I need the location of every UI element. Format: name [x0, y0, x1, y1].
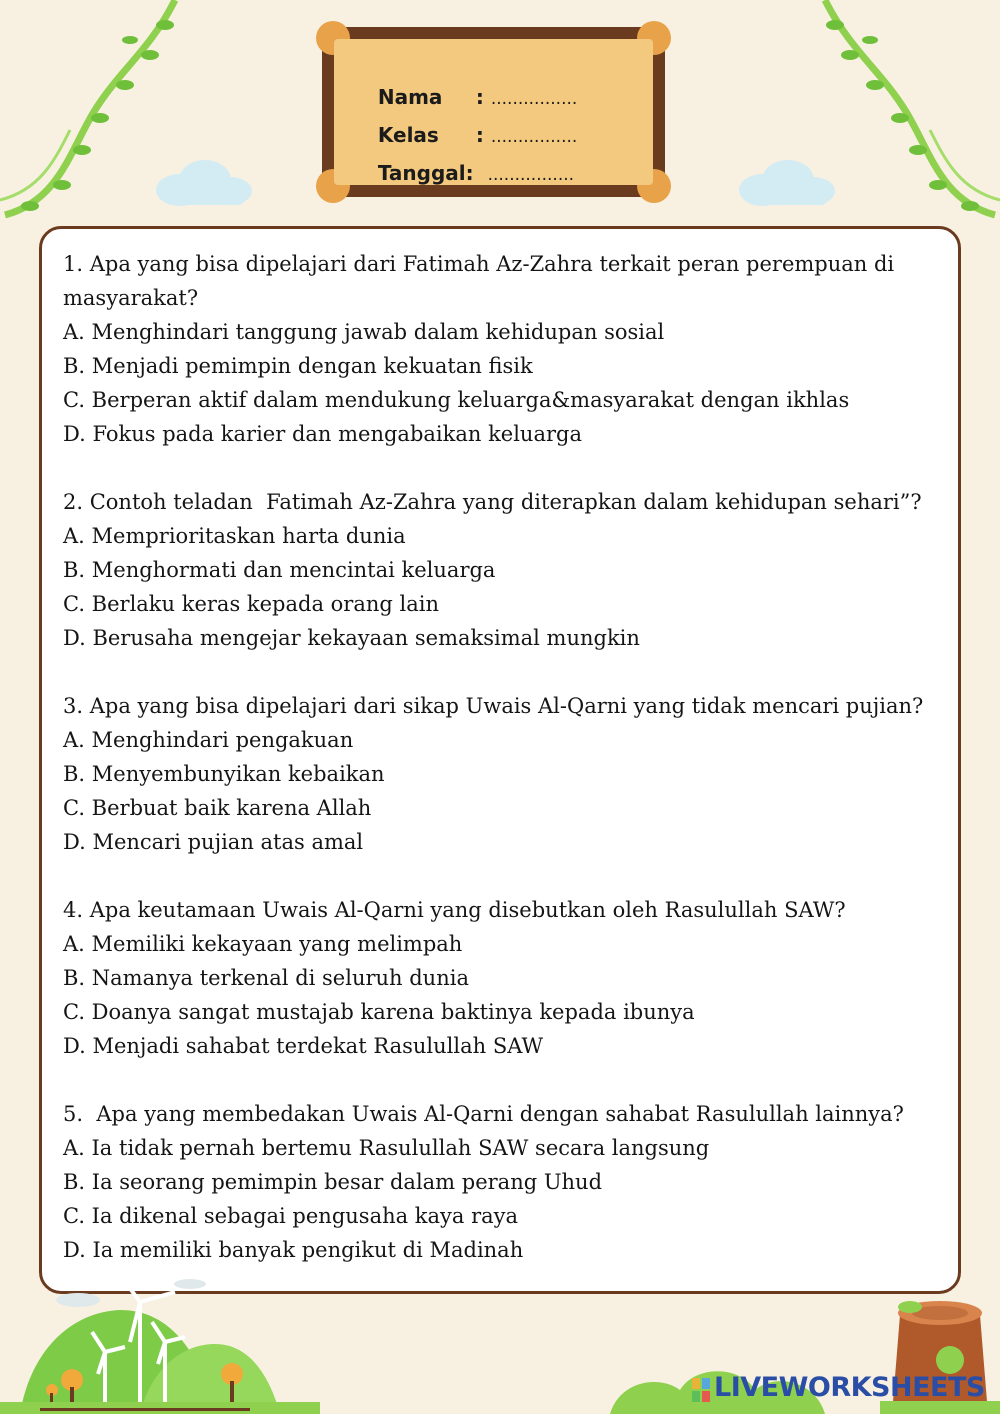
class-separator: : [475, 123, 484, 147]
answer-option[interactable]: A. Menghindari tanggung jawab dalam kehidupan sosial [63, 320, 665, 344]
answer-option[interactable]: A. Memiliki kekayaan yang melimpah [63, 932, 463, 956]
cloud-right-icon [733, 155, 838, 210]
answer-option[interactable]: D. Ia memiliki banyak pengikut di Madinah [63, 1238, 524, 1262]
question-stem: 1. Apa yang bisa dipelajari dari Fatimah Az-Zahra terkait peran perempuan di [63, 252, 895, 276]
answer-option[interactable]: B. Menghormati dan mencintai keluarga [63, 558, 496, 582]
class-label: Kelas [377, 123, 439, 147]
date-field[interactable] [350, 137, 574, 209]
answer-option[interactable]: D. Mencari pujian atas amal [63, 830, 364, 854]
question-1 [63, 247, 943, 451]
question-3 [63, 689, 943, 859]
liveworksheets-logo-icon [692, 1378, 710, 1402]
answer-option[interactable]: D. Menjadi sahabat terdekat Rasulullah SAW [63, 1034, 544, 1058]
answer-option[interactable]: C. Berbuat baik karena Allah [63, 796, 372, 820]
answer-option[interactable]: B. Namanya terkenal di seluruh dunia [63, 966, 469, 990]
answer-option[interactable]: C. Berlaku keras kepada orang lain [63, 592, 439, 616]
name-label: Nama [377, 85, 443, 109]
answer-option[interactable]: C. Doanya sangat mustajab karena baktinya kepada ibunya [63, 1000, 695, 1024]
answer-option[interactable]: A. Menghindari pengakuan [63, 728, 354, 752]
question-panel [39, 226, 961, 1294]
question-stem: 2. Contoh teladan Fatimah Az-Zahra yang diterapkan dalam kehidupan sehari”? [63, 490, 922, 514]
liveworksheets-watermark: LIVEWORKSHEETS [714, 1372, 985, 1403]
question-stem: 3. Apa yang bisa dipelajari dari sikap Uwais Al-Qarni yang tidak mencari pujian? [63, 694, 924, 718]
question-5 [63, 1097, 943, 1267]
answer-option[interactable]: B. Ia seorang pemimpin besar dalam perang Uhud [63, 1170, 603, 1194]
answer-option[interactable]: C. Berperan aktif dalam mendukung keluarga&masyarakat dengan ikhlas [63, 388, 850, 412]
answer-option[interactable]: A. Memprioritaskan harta dunia [63, 524, 406, 548]
answer-option[interactable]: D. Fokus pada karier dan mengabaikan keluarga [63, 422, 582, 446]
hill-windmill-illustration [0, 1262, 320, 1414]
date-value[interactable]: ................ [487, 165, 575, 185]
answer-option[interactable]: B. Menjadi pemimpin dengan kekuatan fisik [63, 354, 533, 378]
student-info-board [322, 27, 665, 197]
question-stem: 4. Apa keutamaan Uwais Al-Qarni yang disebutkan oleh Rasulullah SAW? [63, 898, 846, 922]
answer-option[interactable]: B. Menyembunyikan kebaikan [63, 762, 385, 786]
answer-option[interactable]: D. Berusaha mengejar kekayaan semaksimal mungkin [63, 626, 640, 650]
name-separator: : [475, 85, 484, 109]
date-label: Tanggal: [377, 161, 474, 185]
answer-option[interactable]: A. Ia tidak pernah bertemu Rasulullah SAW secara langsung [63, 1136, 710, 1160]
answer-option[interactable]: C. Ia dikenal sebagai pengusaha kaya raya [63, 1204, 519, 1228]
question-4 [63, 893, 943, 1063]
question-stem: 5. Apa yang membedakan Uwais Al-Qarni dengan sahabat Rasulullah lainnya? [63, 1102, 904, 1126]
cloud-left-icon [150, 155, 255, 210]
question-2 [63, 485, 943, 655]
question-stem: masyarakat? [63, 286, 199, 310]
name-value[interactable]: ................ [490, 89, 578, 109]
class-value[interactable]: ................ [490, 127, 578, 147]
